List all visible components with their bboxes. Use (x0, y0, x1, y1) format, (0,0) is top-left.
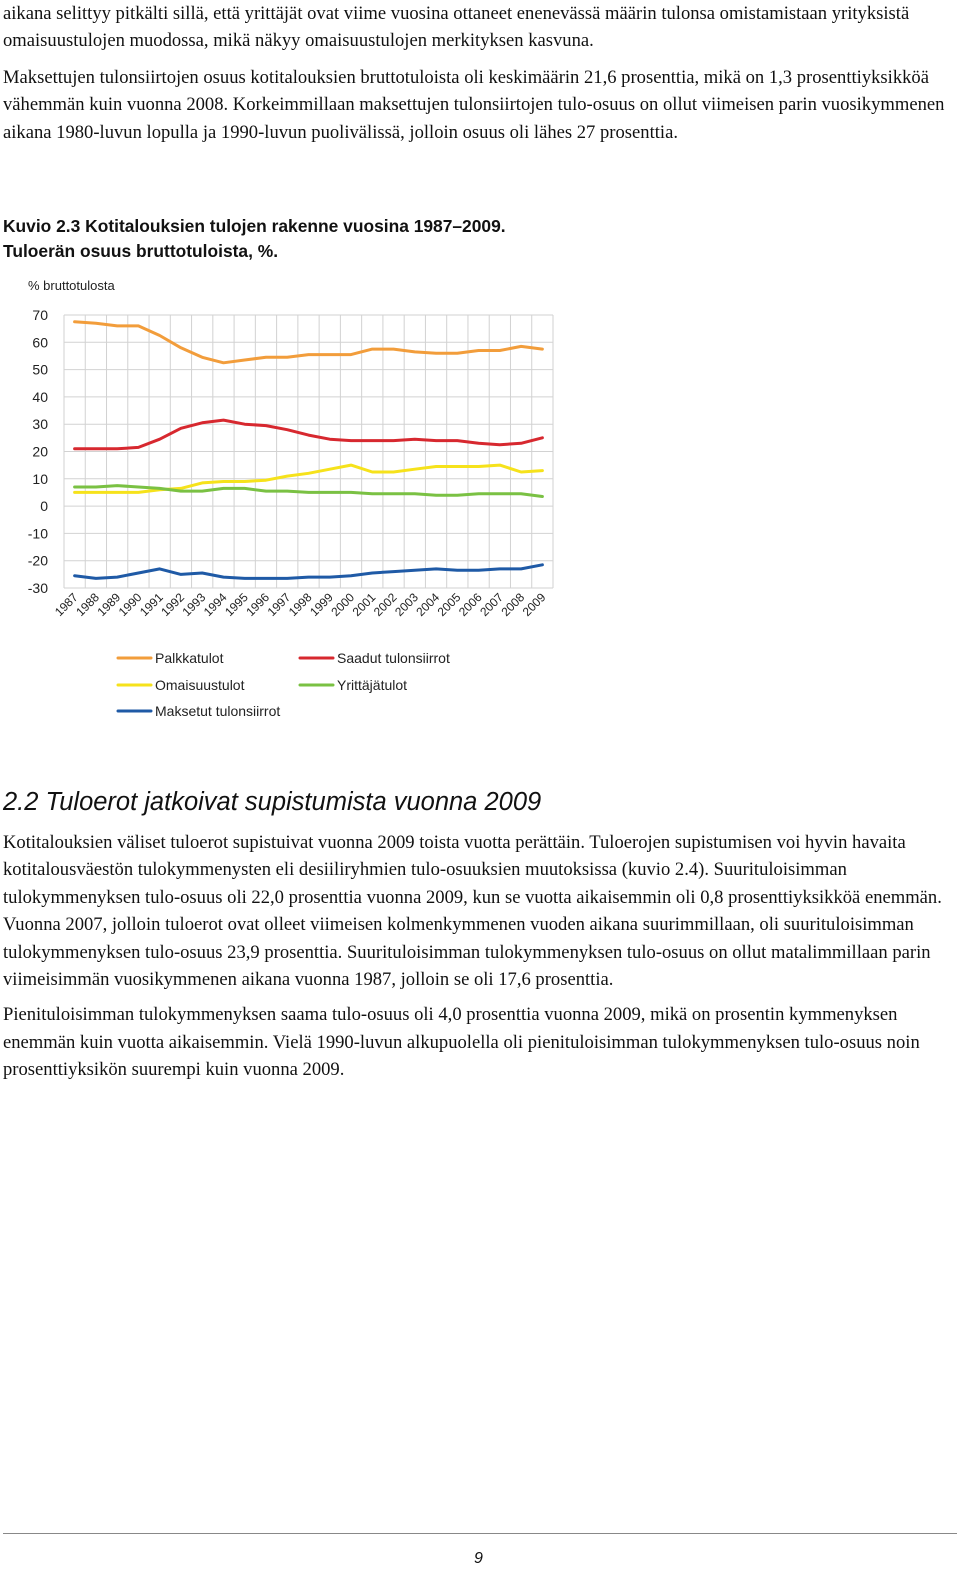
x-tick-label: 1998 (285, 590, 315, 620)
y-tick-label: -10 (27, 525, 48, 542)
x-tick-label: 1988 (73, 590, 103, 620)
intro-paragraph-continued: aikana selittyy pitkälti sillä, että yrittäjät ovat viime vuosina ottaneet enenevässä määrin tulonsa omistamistaan yrityksistä omaisuustulojen muodossa, mikä näkyy omaisuustulojen merkityksen kasvuna. (3, 3, 910, 52)
y-axis-label: % bruttotulosta (28, 278, 115, 293)
x-tick-label: 1995 (222, 590, 251, 620)
y-tick-label: 30 (32, 416, 48, 433)
x-tick-label: 1996 (243, 590, 273, 620)
x-tick-label: 2009 (519, 590, 549, 620)
legend-label: Maksetut tulonsiirrot (155, 703, 281, 719)
section-heading: 2.2 Tuloerot jatkoivat supistumista vuonna 2009 (3, 788, 542, 816)
x-tick-label: 1991 (137, 590, 166, 620)
x-tick-label: 1999 (307, 590, 336, 620)
legend-label: Saadut tulonsiirrot (337, 650, 450, 666)
y-tick-label: 40 (32, 388, 48, 405)
y-tick-label: 20 (32, 443, 48, 460)
figure-caption-subtitle: Tuloerän osuus bruttotuloista, %. (3, 240, 279, 261)
x-tick-label: 2003 (392, 590, 421, 620)
legend-label: Omaisuustulot (155, 677, 245, 693)
intro-text (0, 0, 951, 146)
x-tick-label: 2007 (477, 590, 506, 620)
legend-label: Palkkatulot (155, 650, 224, 666)
y-tick-label: 10 (32, 470, 48, 487)
x-tick-label: 2008 (498, 590, 528, 620)
y-tick-label: 70 (32, 307, 48, 323)
section-paragraph-2: Pienituloisimman tulokymmenyksen saama tulo-osuus oli 4,0 prosenttia vuonna 2009, mikä on prosentin kymmenyksen enemmän kuin vuotta aikaisemmin. Vielä 1990-luvun alkupuolella oli pienituloisimman tulokymmenyksen tulo-osuus noin prosenttiyksikön suurempi kuin vuonna 2009. (3, 1004, 920, 1081)
x-tick-label: 2002 (370, 590, 400, 620)
y-tick-label: 50 (32, 361, 48, 378)
x-tick-label: 1997 (264, 590, 294, 620)
x-tick-label: 1989 (94, 590, 124, 620)
x-tick-label: 2000 (328, 590, 358, 620)
x-tick-label: 2006 (455, 590, 485, 620)
figure-caption-title: Kuvio 2.3 Kotitalouksien tulojen rakenne vuosina 1987–2009. (3, 216, 506, 236)
section-body (0, 829, 951, 1084)
page-number: 9 (474, 1550, 483, 1567)
footer-divider (3, 1533, 957, 1534)
x-tick-label: 1994 (200, 590, 230, 620)
x-tick-label: 1993 (179, 590, 209, 620)
figure-caption (3, 214, 506, 263)
x-tick-label: 1990 (115, 590, 145, 620)
intro-paragraph: Maksettujen tulonsiirtojen osuus kotitalouksien bruttotuloista oli keskimäärin 21,6 prosenttia, mikä on 1,3 prosenttiyksikköä vähemmän kuin vuonna 2008. Korkeimmillaan maksettujen tulonsiirtojen tulo-osuus on ollut viimeisen parin vuosikymmenen aikana 1980-luvun lopulla ja 1990-luvun puolivälissä, jolloin osuus oli lähes 27 prosenttia. (3, 66, 945, 143)
series-line-5 (75, 565, 543, 579)
chart-series (75, 322, 543, 579)
x-tick-label: 1992 (158, 590, 188, 620)
y-tick-label: 0 (40, 498, 48, 515)
x-axis-ticks (52, 590, 549, 619)
y-axis-ticks (28, 307, 48, 596)
y-tick-label: 60 (32, 334, 48, 351)
y-tick-label: -30 (27, 580, 48, 596)
income-structure-line-chart (0, 270, 600, 730)
x-tick-label: 2004 (413, 590, 443, 620)
x-tick-label: 2001 (349, 590, 379, 620)
chart-legend (118, 650, 450, 719)
y-tick-label: -20 (27, 552, 48, 569)
legend-label: Yrittäjätulot (337, 677, 408, 693)
x-tick-label: 2005 (434, 590, 464, 620)
x-tick-label: 1987 (51, 590, 81, 620)
section-paragraph-1: Kotitalouksien väliset tuloerot supistuivat vuonna 2009 toista vuotta perättäin. Tuloerojen supistumisen voi hyvin havaita kotitalousväestön tulokymmenysten eli desiiliryhmien tulo-osuuksien muutoksissa (kuvio 2.4). Suurituloisimman tulokymmenyksen tulo-osuus oli 22,0 prosenttia vuonna 2009, kun se vuotta aikaisemmin oli 0,8 prosenttiyksikköä enemmän. Vuonna 2007, jolloin tuloerot ovat olleet viimeisen kolmenkymmenen vuoden aikana suurimmillaan, oli suurituloisimman tulokymmenyksen tulo-osuus 23,9 prosenttia. Suurituloisimman tulokymmenyksen tulo-osuus on ollut matalimmillaan parin viimeisimmän vuosikymmenen aikana vuonna 1987, jolloin se oli 17,6 prosenttia. (3, 832, 942, 991)
